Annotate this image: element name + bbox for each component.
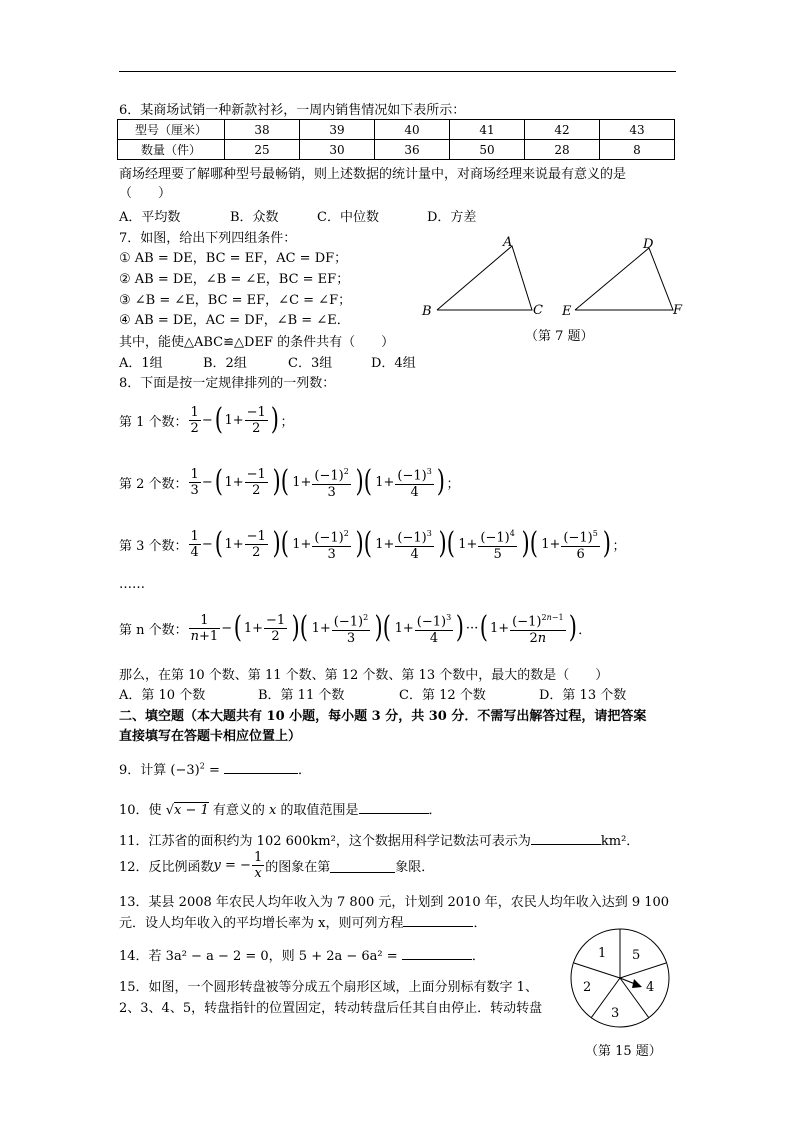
q11-end: km²． — [600, 834, 640, 849]
q12-pre: 12．反比例函数 — [119, 860, 214, 875]
q6-option-a: A．平均数 — [119, 210, 181, 225]
q7-cond-4: ④ AB = DE，AC = DF，∠B = ∠E． — [119, 313, 350, 328]
q8-line-3: 第 3 个数： $\frac{1}{4}$ − ( 1+ $\frac{-1}{2}$ )( 1+ $\frac{(-1)^2}{3}$ )( 1+ $\frac{(-1)^3}{4}$ )( 1+ $\frac{(-1)^4}{5}$ )( 1+ $\frac{(-1)^5}{6}$ ) ； — [119, 526, 626, 562]
q7-triangles-figure — [415, 232, 690, 322]
table-cell: 40 — [375, 120, 450, 140]
q13-line-1: 13．某县 2008 年农民人均年收入为 7 800 元，计划到 2010 年，农民人均年收入达到 9 100 — [119, 895, 670, 910]
q11 — [119, 830, 639, 849]
sector-label: 1 — [598, 946, 607, 961]
q7-option-b: B．2组 — [203, 356, 247, 371]
table-cell: 41 — [450, 120, 525, 140]
q12-post: 的图象在第 — [265, 860, 331, 875]
table-cell: 30 — [300, 140, 375, 160]
q8-option-d: D．第 13 个数 — [539, 688, 627, 703]
q8-ellipsis: …… — [119, 577, 145, 592]
q10-end: ． — [428, 803, 442, 818]
fraction: $\frac{-1}{2}$ — [246, 404, 266, 436]
q7-option-d: D．4组 — [371, 356, 416, 371]
sector-label: 4 — [646, 980, 655, 995]
table-cell: 42 — [525, 120, 600, 140]
q8-line3-label: 第 3 个数： — [119, 538, 188, 554]
q7-text: 7．如图，给出下列四组条件： — [119, 231, 297, 246]
q8-line-n: 第 n 个数： $\frac{1}{n+1}$ − ( 1+ $\frac{-1}{2}$ )( 1+ $\frac{(-1)^2}{3}$ )( 1+ $\frac{(-1)^3}{4}$ ) ··· ( 1+ $\frac{(-1)^{2n-1}}{2n}$ ) ． — [119, 610, 592, 646]
q14-end: ． — [471, 949, 485, 964]
q14-pre: 14．若 3a² − a − 2 = 0，则 5 + 2a − 6a² = — [119, 949, 402, 964]
table-cell: 8 — [600, 140, 675, 160]
header-rule — [119, 71, 676, 72]
q8-option-b: B．第 11 个数 — [258, 688, 345, 703]
q6-option-b: B．众数 — [230, 210, 279, 225]
sector-divider — [574, 963, 620, 978]
q9-answer-blank[interactable] — [224, 760, 298, 774]
triangle-def — [575, 248, 673, 310]
q12-end: 象限． — [395, 860, 435, 875]
q10 — [119, 799, 442, 818]
q9-pre: 9．计算 (−3) — [119, 763, 200, 778]
table-header-qty: 数量（件） — [118, 140, 225, 160]
q14-answer-blank[interactable] — [402, 946, 472, 960]
q6-option-d: D．方差 — [427, 210, 477, 225]
label-c: C — [533, 303, 543, 318]
spinner-figure — [568, 926, 672, 1030]
q8-line-1: 第 1 个数： $\frac{1}{2}$ − ( 1+ $\frac{-1}{2}$ ) ； — [119, 402, 294, 437]
q8-option-a: A．第 10 个数 — [119, 688, 206, 703]
q15-line-1: 15．如图，一个圆形转盘被等分成五个扇形区域，上面分别标有数字 1、 — [119, 980, 538, 995]
q10-answer-blank[interactable] — [359, 800, 429, 814]
q12-den: x — [254, 866, 262, 881]
table-row — [118, 140, 675, 160]
fraction: $\frac{1}{2}$ — [190, 404, 199, 436]
sector-divider — [620, 963, 666, 978]
q7-cond-1: ① AB = DE，BC = EF，AC = DF； — [119, 251, 348, 266]
q12 — [119, 850, 434, 881]
q8-line2-label: 第 2 个数： — [119, 476, 188, 492]
radicand: x − 1 — [173, 803, 209, 818]
label-a: A — [503, 235, 513, 250]
q8-text: 8．下面是按一定规律排列的一列数： — [119, 376, 336, 391]
q8-option-c: C．第 12 个数 — [399, 688, 486, 703]
q8-line-2: 第 2 个数： $\frac{1}{3}$ − ( 1+ $\frac{-1}{2}$ )( 1+ $\frac{(-1)^2}{3}$ )( 1+ $\frac{(-1)^3}{4}$ ) ； — [119, 464, 460, 500]
q11-pre: 11．江苏省的面积约为 102 600km²，这个数据用科学记数法可表示为 — [119, 834, 531, 849]
table-cell: 39 — [300, 120, 375, 140]
q7-option-c: C．3组 — [288, 356, 333, 371]
q13-line-2 — [119, 912, 486, 931]
q10-mid: 有意义的 — [208, 803, 270, 818]
q13-line2-text: 元．设人均年收入的平均增长率为 x，则可列方程 — [119, 916, 404, 931]
q12-num: 1 — [253, 850, 263, 865]
q9 — [119, 759, 311, 778]
sales-table — [117, 119, 675, 160]
sector-label: 2 — [583, 980, 592, 995]
q10-pre: 10．使 — [119, 803, 166, 818]
q6-paren: （ ） — [119, 186, 172, 201]
q8-question: 那么，在第 10 个数、第 11 个数、第 12 个数、第 13 个数中，最大的数是（ ） — [119, 668, 609, 683]
sector-label: 5 — [632, 948, 641, 963]
q9-sup: 2 — [199, 761, 205, 771]
label-f: F — [673, 303, 683, 318]
q8-linen-label: 第 n 个数： — [119, 622, 188, 638]
q11-answer-blank[interactable] — [531, 831, 601, 845]
q12-y: y = − — [213, 858, 251, 873]
q6-option-c: C．中位数 — [317, 210, 379, 225]
table-header-size: 型号（厘米） — [118, 120, 225, 140]
q10-var: x — [269, 803, 277, 818]
table-cell: 43 — [600, 120, 675, 140]
table-row — [118, 120, 675, 140]
label-e: E — [562, 304, 572, 319]
table-cell: 28 — [525, 140, 600, 160]
q15-line-2: 2、3、4、5，转盘指针的位置固定，转动转盘后任其自由停止．转动转盘 — [119, 1001, 543, 1016]
fraction — [252, 850, 264, 881]
q8-line1-label: 第 1 个数： — [119, 414, 188, 430]
q9-end: ． — [297, 763, 311, 778]
q7-cond-3: ③ ∠B = ∠E，BC = EF，∠C = ∠F； — [119, 293, 352, 308]
q7-cond-2: ② AB = DE，∠B = ∠E，BC = EF； — [119, 272, 350, 287]
label-d: D — [643, 237, 654, 252]
table-cell: 25 — [225, 140, 300, 160]
q6-question: 商场经理要了解哪种型号最畅销，则上述数据的统计量中，对商场经理来说最有意义的是 — [119, 167, 627, 182]
arrow-icon — [632, 979, 642, 988]
q13-answer-blank[interactable] — [403, 913, 473, 927]
q7-option-a: A．1组 — [119, 356, 163, 371]
q10-post: 的取值范围是 — [276, 803, 359, 818]
table-cell: 38 — [225, 120, 300, 140]
table-cell: 36 — [375, 140, 450, 160]
section-2-title-2: 直接填写在答题卡相应位置上） — [119, 729, 302, 744]
q7-figure-caption: （第 7 题） — [525, 329, 594, 344]
q13-end: ． — [473, 916, 487, 931]
sector-label: 3 — [611, 1006, 620, 1021]
q15-figure-caption: （第 15 题） — [585, 1044, 662, 1059]
section-2-title: 二、填空题（本大题共有 10 小题，每小题 3 分，共 30 分．不需写出解答过程，请把答案 — [119, 709, 647, 724]
q12-answer-blank[interactable] — [330, 859, 395, 873]
table-cell: 50 — [450, 140, 525, 160]
radical: √x − 1 — [165, 803, 209, 818]
label-b: B — [422, 304, 432, 319]
q6-text: 6．某商场试销一种新款衬衫，一周内销售情况如下表所示： — [119, 103, 466, 118]
triangle-abc — [437, 246, 532, 310]
q9-post: = — [204, 763, 224, 778]
q14 — [119, 945, 485, 964]
q7-question: 其中，能使△ABC≌△DEF 的条件共有（ ） — [119, 335, 395, 350]
